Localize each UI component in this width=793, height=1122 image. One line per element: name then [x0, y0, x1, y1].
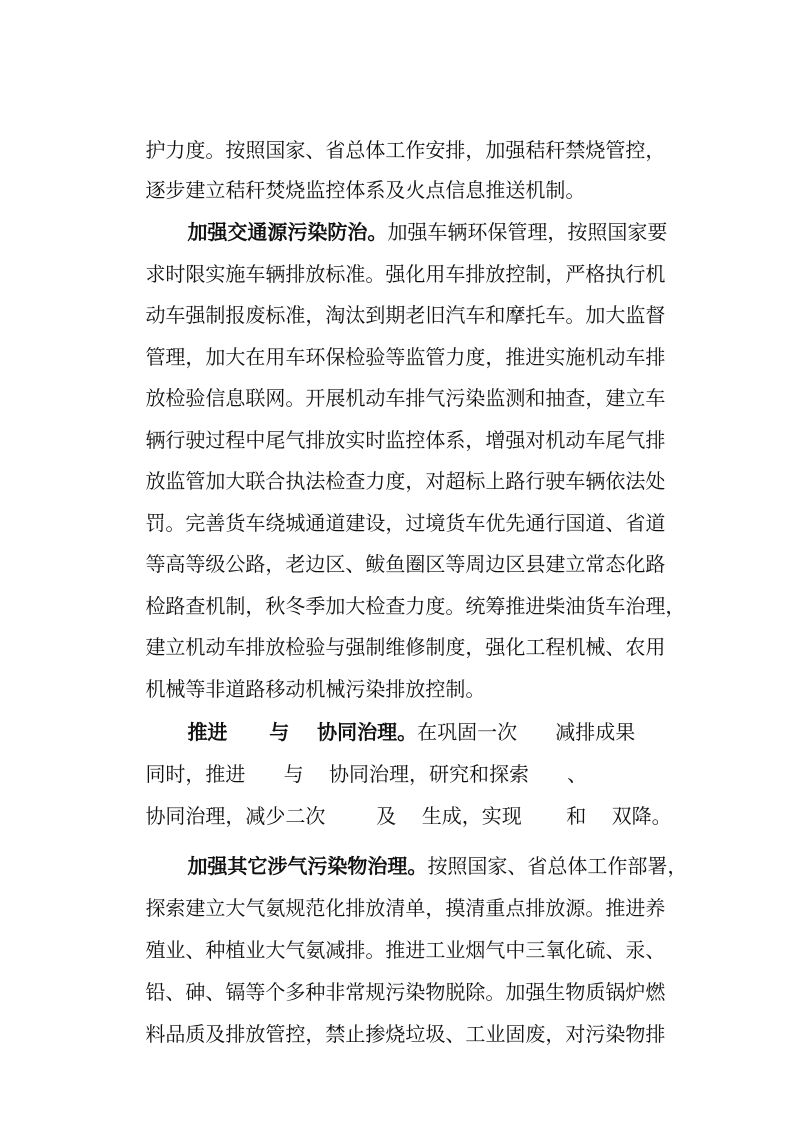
line-text: 建立机动车排放检验与强制维修制度，强化工程机械、农用: [145, 635, 666, 659]
line-text: 辆行驶过程中尾气排放实时监控体系，增强对机动车尾气排: [145, 428, 666, 452]
text-line: [120, 421, 680, 493]
text-line: [120, 629, 680, 701]
text-line: [120, 587, 680, 659]
text-line: [120, 130, 680, 202]
line-text: 协同治理，减少二次 及 生成，实现 和 双降。: [145, 804, 672, 828]
text-line: [120, 546, 686, 618]
line-text: 料品质及排放管控，禁止掺烧垃圾、工业固废，对污染物排: [145, 1022, 666, 1046]
text-line: [120, 932, 680, 1004]
line-text: 按照国家、省总体工作部署，: [427, 854, 688, 878]
line-text: 铅、砷、镉等个多种非常规污染物脱除。加强生物质锅炉燃: [145, 980, 666, 1004]
text-line: [120, 974, 680, 1046]
section-heading: 加强其它涉气污染物治理。: [187, 854, 428, 878]
line-text: 罚。完善货车绕城通道建设，过境货车优先通行国道、省道: [145, 511, 666, 535]
line-text: 放检验信息联网。开展机动车排气污染监测和抽查，建立车: [145, 386, 666, 410]
text-line: [120, 255, 680, 327]
paragraph-start-line: [162, 172, 682, 244]
text-line: [120, 714, 680, 786]
line-text: 管理，加大在用车环保检验等监管力度，推进实施机动车排: [145, 345, 666, 369]
paragraph-start-line: [162, 672, 682, 744]
text-line: [120, 463, 680, 535]
section-heading: 推进 与 协同治理。: [187, 720, 418, 744]
text-line: [120, 380, 680, 452]
line-text: 探索建立大气氨规范化排放清单，摸清重点排放源。推进养: [145, 896, 666, 920]
line-text: 机械等非道路移动机械污染排放控制。: [145, 677, 486, 701]
line-text: 求时限实施车辆排放标准。强化用车排放控制，严格执行机: [145, 262, 666, 286]
text-line: [120, 504, 680, 576]
line-text: 在巩固一次 减排成果: [417, 720, 636, 744]
text-line: [120, 338, 680, 410]
text-line: [120, 756, 680, 828]
line-text: 逐步建立秸秆焚烧监控体系及火点信息推送机制。: [145, 178, 586, 202]
section-heading: 加强交通源污染防治。: [187, 220, 388, 244]
line-text: 放监管加大联合执法检查力度，对超标上路行驶车辆依法处: [145, 469, 666, 493]
text-line: [120, 890, 680, 962]
line-text: 等高等级公路，老边区、鲅鱼圈区等周边区县建立常态化路: [145, 552, 666, 576]
line-text: 护力度。按照国家、省总体工作安排，加强秸秆禁烧管控，: [145, 138, 666, 162]
line-text: 殖业、种植业大气氨减排。推进工业烟气中三氧化硫、汞、: [145, 938, 666, 962]
text-line: [120, 297, 680, 369]
paragraph-start-line: [162, 806, 688, 878]
line-text: 动车强制报废标准，淘汰到期老旧汽车和摩托车。加大监督: [145, 303, 666, 327]
line-text: 检路查机制，秋冬季加大检查力度。统筹推进柴油货车治理，: [145, 594, 686, 618]
text-line: [120, 90, 680, 162]
text-line: [120, 214, 680, 286]
line-text: 同时，推进 与 协同治理，研究和探索 、: [145, 762, 588, 786]
line-text: 加强车辆环保管理，按照国家要: [387, 220, 668, 244]
text-line: [120, 848, 680, 920]
